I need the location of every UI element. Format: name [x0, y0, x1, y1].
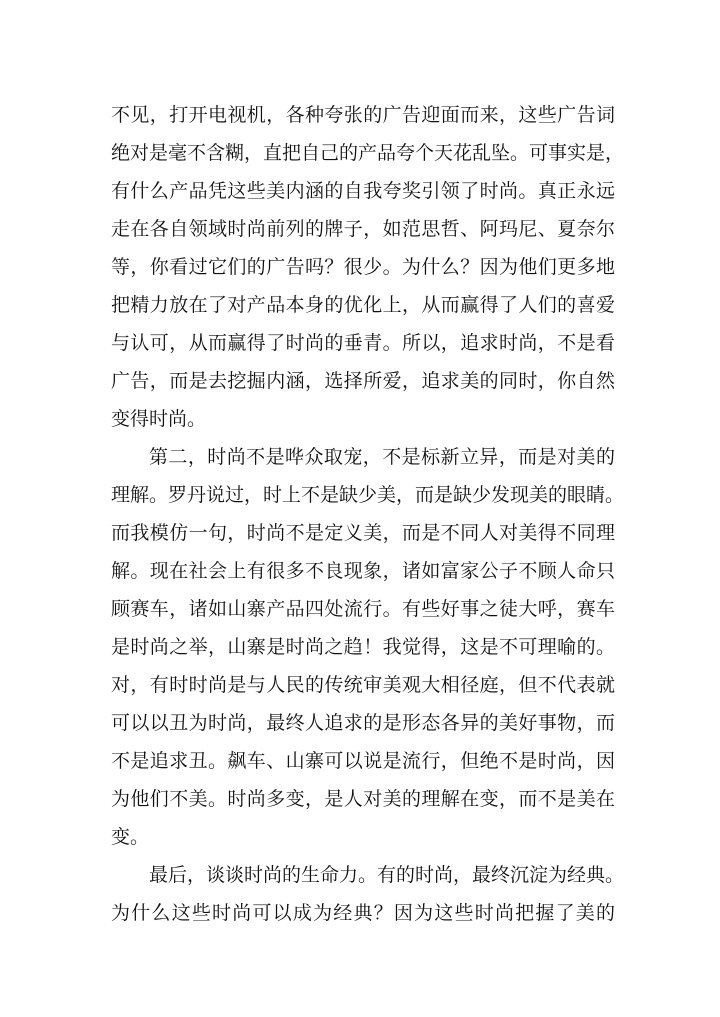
- text-line: 不是追求丑。飙车、山寨可以说是流行，但绝不是时尚，因: [111, 750, 615, 772]
- text-line: 为什么这些时尚可以成为经典？因为这些时尚把握了美的: [111, 902, 615, 924]
- text-line: 可以以丑为时尚，最终人追求的是形态各异的美好事物，而: [111, 712, 615, 734]
- paragraph-3: [111, 856, 625, 932]
- text-line: 有什么产品凭这些美内涵的自我夸奖引领了时尚。真正永远: [111, 180, 615, 202]
- text-line: 等，你看过它们的广告吗？很少。为什么？因为他们更多地: [111, 256, 615, 278]
- paragraph-2: [111, 438, 625, 856]
- text-line: 最后，谈谈时尚的生命力。有的时尚，最终沉淀为经典。: [149, 864, 625, 886]
- text-line: 是时尚之举，山寨是时尚之趋！我觉得，这是不可理喻的。: [111, 636, 615, 658]
- text-line: 不见，打开电视机，各种夸张的广告迎面而来，这些广告词: [111, 104, 615, 126]
- text-line: 第二，时尚不是哗众取宠，不是标新立异，而是对美的: [149, 446, 615, 468]
- text-line: 理解。罗丹说过，时上不是缺少美，而是缺少发现美的眼睛。: [111, 484, 625, 506]
- paragraph-1: [111, 96, 625, 438]
- text-line: 绝对是毫不含糊，直把自己的产品夸个天花乱坠。可事实是，: [111, 142, 625, 164]
- text-line: 顾赛车，诸如山寨产品四处流行。有些好事之徒大呼，赛车: [111, 598, 615, 620]
- text-line: 变。: [111, 826, 150, 848]
- text-line: 为他们不美。时尚多变，是人对美的理解在变，而不是美在: [111, 788, 615, 810]
- text-line: 把精力放在了对产品本身的优化上，从而赢得了人们的喜爱: [111, 294, 615, 316]
- text-line: 广告，而是去挖掘内涵，选择所爱，追求美的同时，你自然: [111, 370, 615, 392]
- text-line: 走在各自领域时尚前列的牌子，如范思哲、阿玛尼、夏奈尔: [111, 218, 615, 240]
- text-line: 与认可，从而赢得了时尚的垂青。所以，追求时尚，不是看: [111, 332, 615, 354]
- text-line: 对，有时时尚是与人民的传统审美观大相径庭，但不代表就: [111, 674, 615, 696]
- text-line: 而我模仿一句，时尚不是定义美，而是不同人对美得不同理: [111, 522, 615, 544]
- document-body: [111, 96, 625, 932]
- text-line: 解。现在社会上有很多不良现象，诸如富家公子不顾人命只: [111, 560, 615, 582]
- text-line: 变得时尚。: [111, 408, 207, 430]
